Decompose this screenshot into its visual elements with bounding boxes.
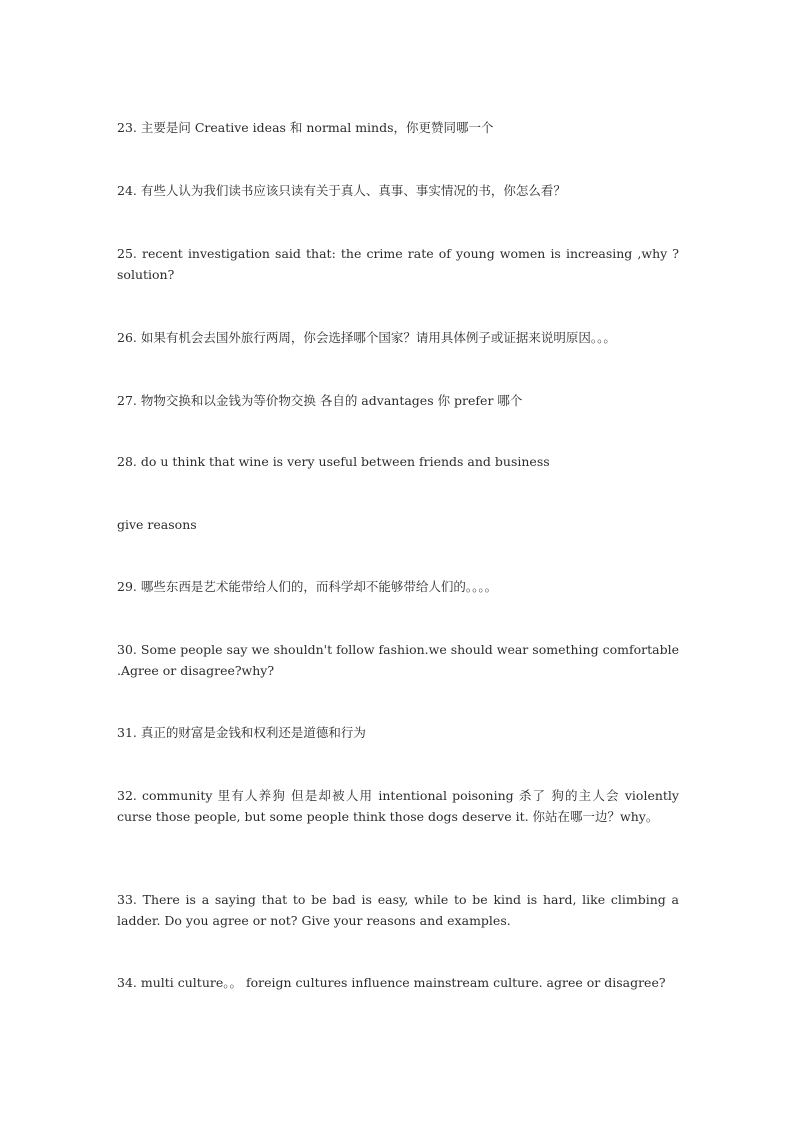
question-33: 33. There is a saying that to be bad is easy, while to be kind is hard, like climbing a ladder. Do you agree or not? Give your reasons and examples.	[117, 892, 679, 928]
question-28: 28. do u think that wine is very useful between friends and business	[117, 454, 550, 469]
question-23: 23. 主要是问 Creative ideas 和 normal minds，你更赞同哪一个	[117, 120, 494, 135]
question-34: 34. multi culture。。 foreign cultures influence mainstream culture. agree or disagree?	[117, 975, 666, 990]
question-24: 24. 有些人认为我们读书应该只读有关于真人、真事、事实情况的书，你怎么看？	[117, 183, 566, 198]
question-30: 30. Some people say we shouldn't follow fashion.we should wear something comfortable .Agree or disagree?why?	[117, 642, 679, 678]
question-32: 32. community 里有人养狗 但是却被人用 intentional poisoning 杀了 狗的主人会 violently curse those people, but some people think those dogs deserve it. 你站在哪一边？why。	[117, 788, 679, 824]
question-26: 26. 如果有机会去国外旅行两周，你会选择哪个国家？请用具体例子或证据来说明原因。。。	[117, 330, 616, 345]
question-25: 25. recent investigation said that: the crime rate of young women is increasing ,why ? solution?	[117, 246, 679, 282]
question-28-continued: give reasons	[117, 517, 197, 532]
question-31: 31. 真正的财富是金钱和权利还是道德和行为	[117, 725, 366, 740]
question-27: 27. 物物交换和以金钱为等价物交换 各自的 advantages 你 prefer 哪个	[117, 393, 523, 408]
question-29: 29. 哪些东西是艺术能带给人们的，而科学却不能够带给人们的。。。。	[117, 579, 498, 594]
